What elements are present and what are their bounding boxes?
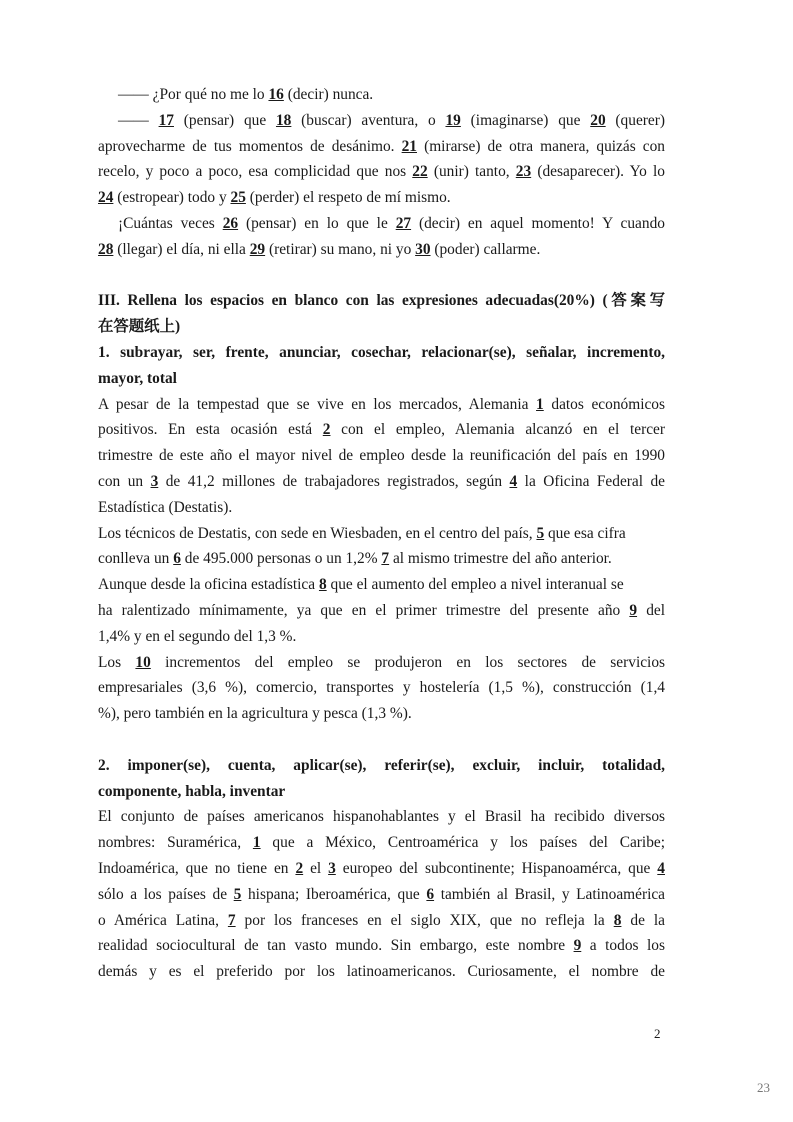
text-segment: Los <box>98 653 136 671</box>
text-segment: que el aumento del empleo a nivel interanual se <box>326 576 624 594</box>
text-line <box>98 159 665 185</box>
text-line <box>98 598 665 624</box>
text-segment: —— ¿Por qué no me lo <box>118 86 269 103</box>
text-segment: europeo del subcontinente; Hispanoamérca, que <box>335 859 658 877</box>
text-line <box>98 701 665 727</box>
text-segment: (querer) <box>605 111 665 129</box>
text-line <box>98 624 665 650</box>
text-segment: (decir) en aquel momento! Y cuando <box>411 214 665 232</box>
blank-number: 20 <box>590 111 606 129</box>
text-segment: datos económicos <box>543 395 665 413</box>
text-segment: (mirarse) de otra manera, quizás con <box>417 137 665 155</box>
text-line <box>98 237 665 263</box>
blank-number: 9 <box>629 601 638 619</box>
text-segment: (unir) tanto, <box>427 163 516 181</box>
text-segment: %), pero también en la agricultura y pesca (1,3 %). <box>98 705 412 723</box>
text-segment: Estadística (Destatis). <box>98 498 233 516</box>
text-segment: con un <box>98 472 151 490</box>
text-segment: 2. imponer(se), cuenta, aplicar(se), referir(se), excluir, incluir, totalidad, <box>98 756 665 774</box>
text-segment: o América Latina, <box>98 911 228 929</box>
text-segment: aprovecharme de tus momentos de desánimo. <box>98 137 402 155</box>
blank-number: 28 <box>98 240 114 258</box>
blank-number: 4 <box>657 859 665 877</box>
text-segment: de 495.000 personas o un 1,2% <box>180 550 382 568</box>
text-segment: que esa cifra <box>544 524 626 542</box>
text-segment: III. Rellena los espacios en blanco con las expresiones adecuadas(20%) (答案写 <box>98 292 665 310</box>
blank-number: 26 <box>222 214 239 232</box>
text-line <box>98 82 665 108</box>
text-segment: de 41,2 millones de trabajadores registrados, según <box>158 472 510 490</box>
text-line <box>98 572 665 598</box>
heading-line <box>98 753 665 779</box>
text-line <box>98 134 665 160</box>
blank-number: 21 <box>401 137 417 155</box>
blank-number: 24 <box>98 189 114 207</box>
text-line <box>98 521 665 547</box>
blank-number: 4 <box>509 472 518 490</box>
text-line <box>98 495 665 521</box>
heading-line <box>98 366 665 392</box>
text-segment: (buscar) aventura, o <box>291 111 446 129</box>
blank-number: 6 <box>173 550 181 568</box>
blank-number: 2 <box>295 859 304 877</box>
blank-number: 17 <box>158 111 174 129</box>
blank-number: 30 <box>415 240 431 258</box>
paragraph-gap <box>98 727 665 753</box>
text-segment: mayor, total <box>98 369 177 387</box>
text-line <box>98 675 665 701</box>
text-segment: (decir) nunca. <box>283 86 374 103</box>
text-line <box>98 959 665 985</box>
text-line <box>98 392 665 418</box>
text-segment: Aunque desde la oficina estadística <box>98 576 319 594</box>
blank-number: 8 <box>613 911 622 929</box>
text-segment: con el empleo, Alemania alcanzó en el tercer <box>330 421 665 439</box>
heading-line <box>98 340 665 366</box>
text-segment: a todos los <box>581 937 665 955</box>
paragraph-gap <box>98 263 665 289</box>
blank-number: 25 <box>230 189 246 207</box>
text-segment: nombres: Suramérica, <box>98 834 253 852</box>
text-segment: 1,4% y en el segundo del 1,3 %. <box>98 627 297 645</box>
text-line <box>98 417 665 443</box>
text-segment: (estropear) todo y <box>113 189 231 207</box>
blank-number: 22 <box>412 163 428 181</box>
blank-number: 8 <box>318 576 327 594</box>
blank-number: 1 <box>252 834 261 852</box>
text-line <box>98 650 665 676</box>
document-body <box>98 82 665 985</box>
sheet-number: 23 <box>757 1080 770 1095</box>
text-segment: por los franceses en el siglo XIX, que no refleja la <box>235 911 614 929</box>
text-line <box>98 108 665 134</box>
text-segment: incrementos del empleo se produjeron en los sectores de servicios <box>150 653 665 671</box>
text-line <box>98 185 665 211</box>
blank-number: 16 <box>268 86 284 103</box>
text-segment: la Oficina Federal de <box>517 472 665 490</box>
text-segment: trimestre de este año el mayor nivel de empleo desde la reunificación del país en 1990 <box>98 447 665 465</box>
page-number: 2 <box>654 1026 661 1041</box>
text-segment: El conjunto de países americanos hispanohablantes y el Brasil ha recibido diversos <box>98 808 665 826</box>
text-segment: A pesar de la tempestad que se vive en los mercados, Alemania <box>98 395 537 413</box>
heading-line <box>98 288 665 314</box>
blank-number: 1 <box>536 395 544 413</box>
text-segment: —— <box>118 111 159 129</box>
blank-number: 6 <box>426 885 435 903</box>
text-segment: componente, habla, inventar <box>98 782 286 800</box>
text-segment: recelo, y poco a poco, esa complicidad que nos <box>98 163 413 181</box>
blank-number: 29 <box>249 240 266 258</box>
text-segment: demás y es el preferido por los latinoamericanos. Curiosamente, el nombre de <box>98 963 665 981</box>
text-segment: 在答题纸上) <box>98 318 181 336</box>
blank-number: 23 <box>515 163 532 181</box>
text-line <box>98 856 665 882</box>
text-line <box>98 804 665 830</box>
text-segment: el <box>303 859 329 877</box>
blank-number: 27 <box>395 214 412 232</box>
text-segment: sólo a los países de <box>98 885 234 903</box>
text-segment: (llegar) el día, ni ella <box>113 240 250 258</box>
blank-number: 5 <box>233 885 242 903</box>
blank-number: 7 <box>227 911 236 929</box>
blank-number: 5 <box>536 524 545 542</box>
text-segment: (desaparecer). Yo lo <box>531 163 665 181</box>
text-line <box>98 443 665 469</box>
text-segment: realidad sociocultural de tan vasto mundo. Sin embargo, este nombre <box>98 937 574 955</box>
blank-number: 18 <box>275 111 292 129</box>
blank-number: 9 <box>573 937 582 955</box>
text-segment: que a México, Centroamérica y los países del Caribe; <box>260 834 665 852</box>
text-segment: (pensar) en lo que le <box>238 214 396 232</box>
text-segment: ha ralentizado mínimamente, ya que en el primer trimestre del presente año <box>98 601 630 619</box>
heading-line <box>98 779 665 805</box>
text-segment: hispana; Iberoamérica, que <box>241 885 427 903</box>
text-line <box>98 908 665 934</box>
blank-number: 10 <box>135 653 151 671</box>
text-line <box>98 211 665 237</box>
text-segment: del <box>637 601 665 619</box>
blank-number: 19 <box>445 111 461 129</box>
text-segment: conlleva un <box>98 550 174 568</box>
blank-number: 3 <box>150 472 159 490</box>
text-segment: (retirar) su mano, ni yo <box>265 240 416 258</box>
text-segment: 1. subrayar, ser, frente, anunciar, cosechar, relacionar(se), señalar, incremento, <box>98 343 665 361</box>
text-segment: también al Brasil, y Latinoamérica <box>434 885 665 903</box>
blank-number: 3 <box>328 859 336 877</box>
text-line <box>98 469 665 495</box>
text-line <box>98 830 665 856</box>
blank-number: 2 <box>322 421 331 439</box>
blank-number: 7 <box>381 550 390 568</box>
text-segment: Indoamérica, que no tiene en <box>98 859 296 877</box>
text-segment: (pensar) que <box>173 111 276 129</box>
text-segment: empresariales (3,6 %), comercio, transportes y hostelería (1,5 %), construcción (1,4 <box>98 679 665 697</box>
text-segment: Los técnicos de Destatis, con sede en Wiesbaden, en el centro del país, <box>98 524 537 542</box>
text-line <box>98 546 665 572</box>
text-segment: positivos. En esta ocasión está <box>98 421 323 439</box>
text-segment: (imaginarse) que <box>460 111 591 129</box>
text-segment: de la <box>621 911 665 929</box>
text-segment: al mismo trimestre del año anterior. <box>389 550 612 568</box>
text-segment: (perder) el respeto de mí mismo. <box>245 189 451 207</box>
heading-line <box>98 314 665 340</box>
text-segment: (poder) callarme. <box>430 240 541 258</box>
text-line <box>98 933 665 959</box>
text-segment: ¡Cuántas veces <box>118 214 223 232</box>
text-line <box>98 882 665 908</box>
